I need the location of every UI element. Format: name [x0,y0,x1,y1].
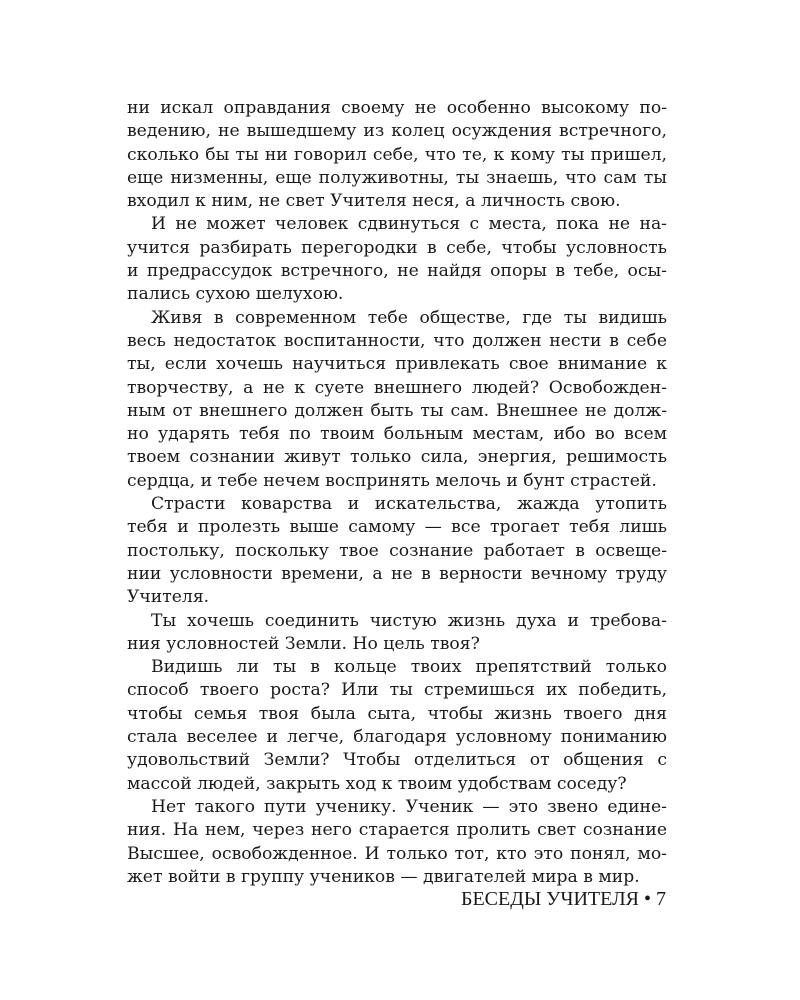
text-line: стала веселее и легче, благодаря условному пониманию [127,727,667,748]
text-line: Ты хочешь соединить чистую жизнь духа и требова- [151,610,667,631]
text-line: но ударять тебя по твоим больным местам, ибо во всем [127,424,667,445]
text-line: Высшее, освобожденное. И только тот, кто это понял, мо- [127,843,667,864]
text-line: ведению, не вышедшему из колец осуждения встречного, [127,121,667,142]
text-line: весь недостаток воспитанности, что должен нести в себе [127,330,667,351]
text-line: Живя в современном тебе обществе, где ты видишь [151,307,667,328]
text-line: твоем сознании живут только сила, энергия, решимость [127,447,667,468]
text-line: Учителя. [127,587,210,608]
text-line: тебя и пролезть выше самому — все трогает тебя лишь [127,517,667,538]
text-line: И не может человек сдвинуться с места, пока не на- [151,214,667,235]
text-line: ным от внешнего должен быть ты сам. Внешнее не долж- [127,400,667,421]
text-line: Видишь ли ты в кольце твоих препятствий только [151,657,667,678]
running-footer: БЕСЕДЫ УЧИТЕЛЯ • 7 [460,888,666,910]
text-line: чтобы семья твоя была сыта, чтобы жизнь твоего дня [127,703,667,724]
text-line: нии условности времени, а не в верности вечному труду [127,563,667,584]
text-line: постольку, поскольку твое сознание работает в освеще- [127,540,667,561]
text-line: еще низменны, еще полуживотны, ты знаешь, что сам ты [127,167,667,188]
text-line: сердца, и тебе нечем воспринять мелочь и бунт страстей. [127,470,657,491]
text-line: способ твоего роста? Или ты стремишься их победить, [127,680,667,701]
text-line: Страсти коварства и искательства, жажда утопить [151,494,667,515]
text-line: удовольствий Земли? Чтобы отделиться от общения с [127,750,667,771]
text-line: Нет такого пути ученику. Ученик — это звено едине- [151,796,667,817]
text-line: массой людей, закрыть ход к твоим удобствам соседу? [127,773,627,794]
text-line: ния. На нем, через него старается пролить свет сознание [127,820,667,841]
text-line: входил к ним, не свет Учителя неся, а личность свою. [127,191,621,212]
text-line: ния условностей Земли. Но цель твоя? [127,633,480,654]
page-body-text [127,97,667,889]
text-line: пались сухою шелухою. [127,284,344,305]
text-line: учится разбирать перегородки в себе, чтобы условность [127,237,667,258]
text-line: ни искал оправдания своему не особенно высокому по- [127,98,667,118]
text-line: сколько бы ты ни говорил себе, что те, к кому ты пришел, [127,144,667,165]
text-line: жет войти в группу учеников — двигателей мира в мир. [127,866,640,887]
text-line: и предрассудок встречного, не найдя опоры в тебе, осы- [127,261,667,282]
text-line: ты, если хочешь научиться привлекать свое внимание к [127,354,667,375]
text-line: творчеству, а не к суете внешнего людей? Освобожден- [127,377,667,398]
